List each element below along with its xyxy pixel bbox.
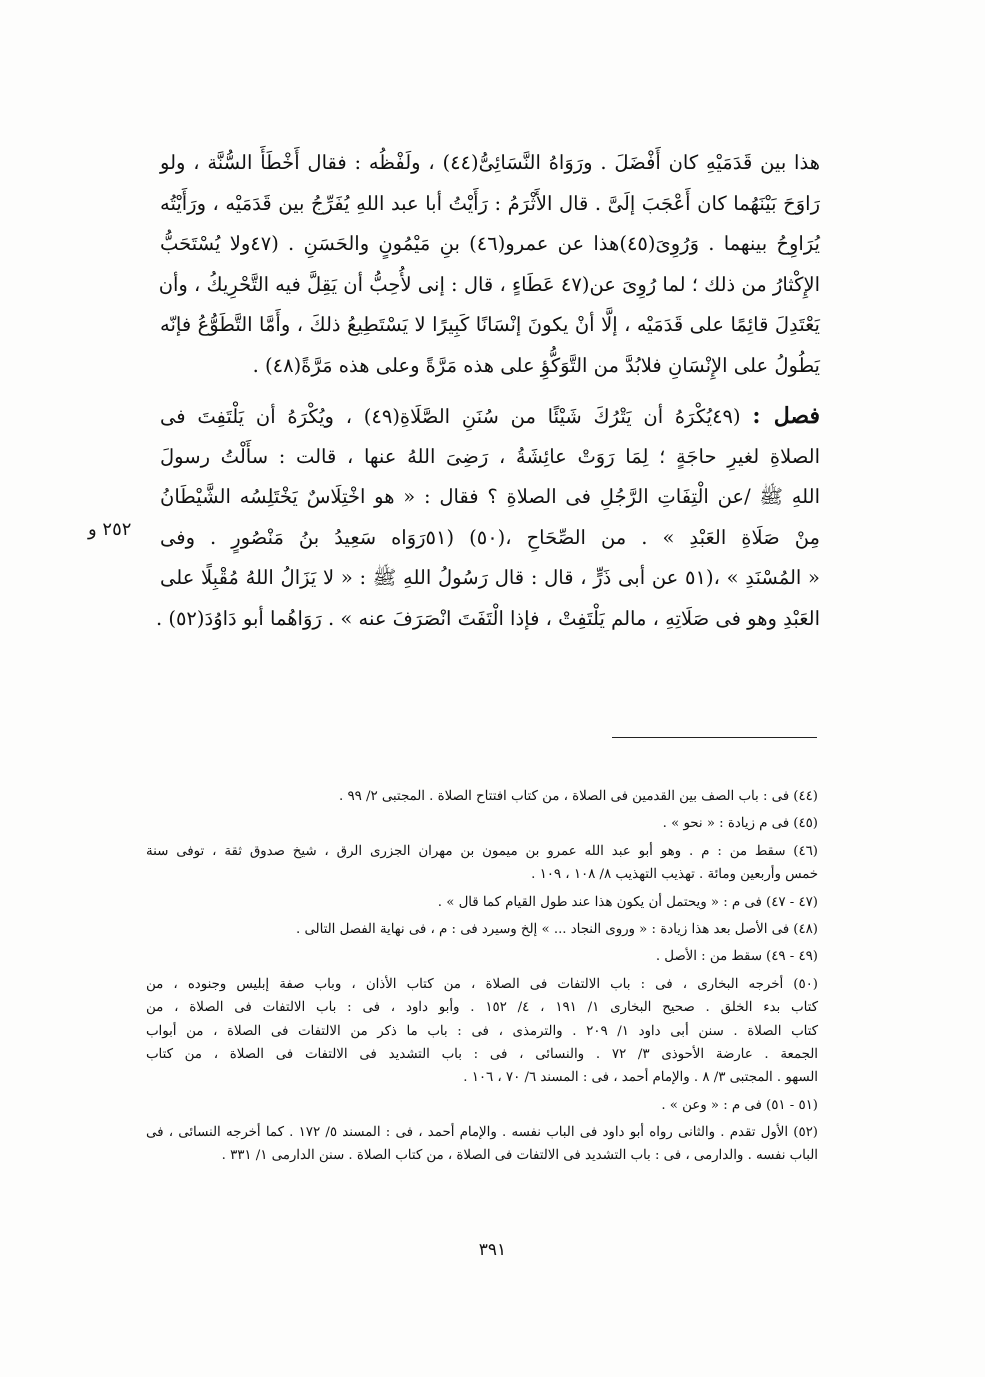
text-line: يَعْتَدِلَ قائِمًا على قَدَمَيْه ، إلَّا أنْ يكونَ إنْسَانًا كَبِيرًا لا يَسْتَطِيعُ ذلكَ ، وأَمَّا التَّطَوُّعُ فإنّه bbox=[160, 313, 820, 336]
footnote: (٤٩ - ٤٩) سقط من : الأصل . bbox=[655, 949, 818, 965]
footnote: (٤٥) فى م زيادة : « نحو » . bbox=[662, 816, 818, 832]
fasl-heading: فصل : bbox=[752, 403, 820, 429]
text-line: الإِكْثارُ من ذلك ؛ لما رُوِىَ عن(٤٧ عَطَاءٍ ، قال : إنى لأُحِبُّ أن يَقِلَّ فيه التَّحْرِيكُ ، وأن bbox=[158, 272, 820, 296]
footnote: (٥٢) الأول تقدم . والثانى رواه أبو داود فى الباب نفسه . والإمام أحمد ، فى : المسند ٥/ ١٧٢ . كما أخرجه النسائى ، فى bbox=[146, 1125, 818, 1141]
text-line: اللهِ ﷺ /عن الْتِفَاتِ الرَّجُلِ فى الصلاةِ ؟ فقال : « هو اخْتِلَاسٌ يَخْتَلِسُه الشَّيْطَانُ bbox=[160, 485, 820, 508]
footnote: (٤٨) فى الأصل بعد هذا زيادة : « وروى النجاد ... » إلخ وسيرد فى : م ، فى نهاية الفصل التالى . bbox=[295, 921, 818, 937]
page-number: ٣٩١ bbox=[478, 1240, 507, 1260]
fasl-first-line bbox=[160, 396, 820, 437]
footnote: الباب نفسه . والدارمى ، فى : باب التشديد فى الالتفات فى الصلاة ، من كتاب الصلاة . سنن الدارمى ١/ ٣٣١ . bbox=[221, 1148, 818, 1164]
text-line: مِنْ صَلَاةِ العَبْدِ » . من الصِّحَاحِ ،(٥٠) (٥١رَوَاه سَعِيدُ بنُ مَنْصُورٍ . وفى bbox=[160, 525, 820, 549]
footnote-separator bbox=[612, 737, 817, 738]
fasl-text: (٤٩يُكْرَهُ أن يَتْرُكَ شَيْئًا من سُنَنِ الصَّلَاةِ(٤٩) ، ويُكْرَهُ أن يَلْتَفِتَ فى bbox=[160, 405, 741, 428]
footnote: (٤٦) سقط من : م . وهو أبو عبد الله عمرو بن ميمون بن مهران الجزرى الرق ، شيخ صدوق ثقة ، توفى سنة bbox=[146, 843, 818, 859]
footnote: كتاب الصلاة . سنن أبى داود ١/ ٢٠٩ . والترمذى ، فى : باب ما ذكر من الالتفات فى الصلاة ، من أبواب bbox=[146, 1023, 818, 1039]
text-line: الصلاةِ لغيرِ حاجَةٍ ؛ لِمَا رَوَتْ عائِشَةُ ، رَضِىَ اللهُ عنها ، قالت : سأَلْتُ رسولَ bbox=[160, 444, 820, 468]
text-line: « المُسْنَدِ » ،(٥١ عن أبى ذَرٍّ ، قال : قال رَسُولُ اللهِ ﷺ : « لا يَزَالُ اللهُ مُقْبِلًا على bbox=[160, 566, 820, 589]
main-text bbox=[155, 143, 820, 639]
text-line: هذا بين قَدَمَيْهِ كان أَفْضَلَ . ورَوَاهُ النَّسَائِىُّ(٤٤) ، ولَفْظُه : فقال أَخْطَأَ السُّنَّة ، ولو bbox=[160, 151, 820, 174]
text-line: العَبْدِ وهو فى صَلَاتِهِ ، مالم يَلْتَفِتْ ، فإذا الْتَفَتَ انْصَرَفَ عنه » . رَوَاهُما أبو دَاوُدَ(٥٢) . bbox=[155, 606, 820, 630]
footnote: السهو . المجتبى ٣/ ٨ . والإمام أحمد ، فى : المسند ٦/ ٧٠ ، ١٠٦ . bbox=[463, 1070, 818, 1086]
footnote: (٤٤) فى : باب الصف بين القدمين فى الصلاة ، من كتاب افتتاح الصلاة . المجتبى ٢/ ٩٩ . bbox=[338, 789, 818, 804]
footnote: (٥٠) أخرجه البخارى ، فى : باب الالتفات فى الصلاة ، من كتاب الأذان ، وباب صفة إبليس وجنوده ، من bbox=[146, 976, 818, 992]
footnote: خمس وأربعين ومائة . تهذيب التهذيب ٨/ ١٠٨ ، ١٠٩ . bbox=[531, 867, 818, 883]
footnotes bbox=[146, 785, 818, 1168]
text-line: رَاوَحَ بَيْنَهُما كان أَعْجَبَ إلَىَّ . قال الأَثْرَمُ : رَأَيْتُ أبا عبد اللهِ يُفَرِّجُ بين قَدَمَيْه ، ورَأَيْتُه bbox=[160, 191, 820, 215]
footnote: كتاب بدء الخلق . صحيح البخارى ١/ ١٩١ ، ٤/ ١٥٢ . وأبو داود ، فى : باب الالتفات فى الصلاة ، من bbox=[146, 1000, 818, 1016]
text-line: يَطُولُ على الإِنْسَانِ فلابُدَّ من التَّوَكُّؤِ على هذه مَرَّةً وعلى هذه مَرَّةً(٤٨) . bbox=[252, 353, 820, 377]
footnote: (٥١ - ٥١) فى م : « وعن » . bbox=[661, 1097, 818, 1113]
text-line: يُرَاوِحُ بينهما . وَرُوِىَ(٤٥)هذا عن عمرو(٤٦) بنِ مَيْمُونٍ والحَسَنِ . (٤٧ولا يُسْتَحَبُّ bbox=[160, 232, 820, 255]
footnote: الجمعة . عارضة الأحوذى ٣/ ٧٢ . والنسائى ، فى : باب التشديد فى الالتفات فى الصلاة ، من كتاب bbox=[146, 1046, 818, 1062]
margin-folio-note: ٢٥٢ و bbox=[88, 519, 132, 540]
footnote: (٤٧ - ٤٧) فى م : « ويحتمل أن يكون هذا عند طول القيام كما قال » . bbox=[437, 894, 818, 910]
